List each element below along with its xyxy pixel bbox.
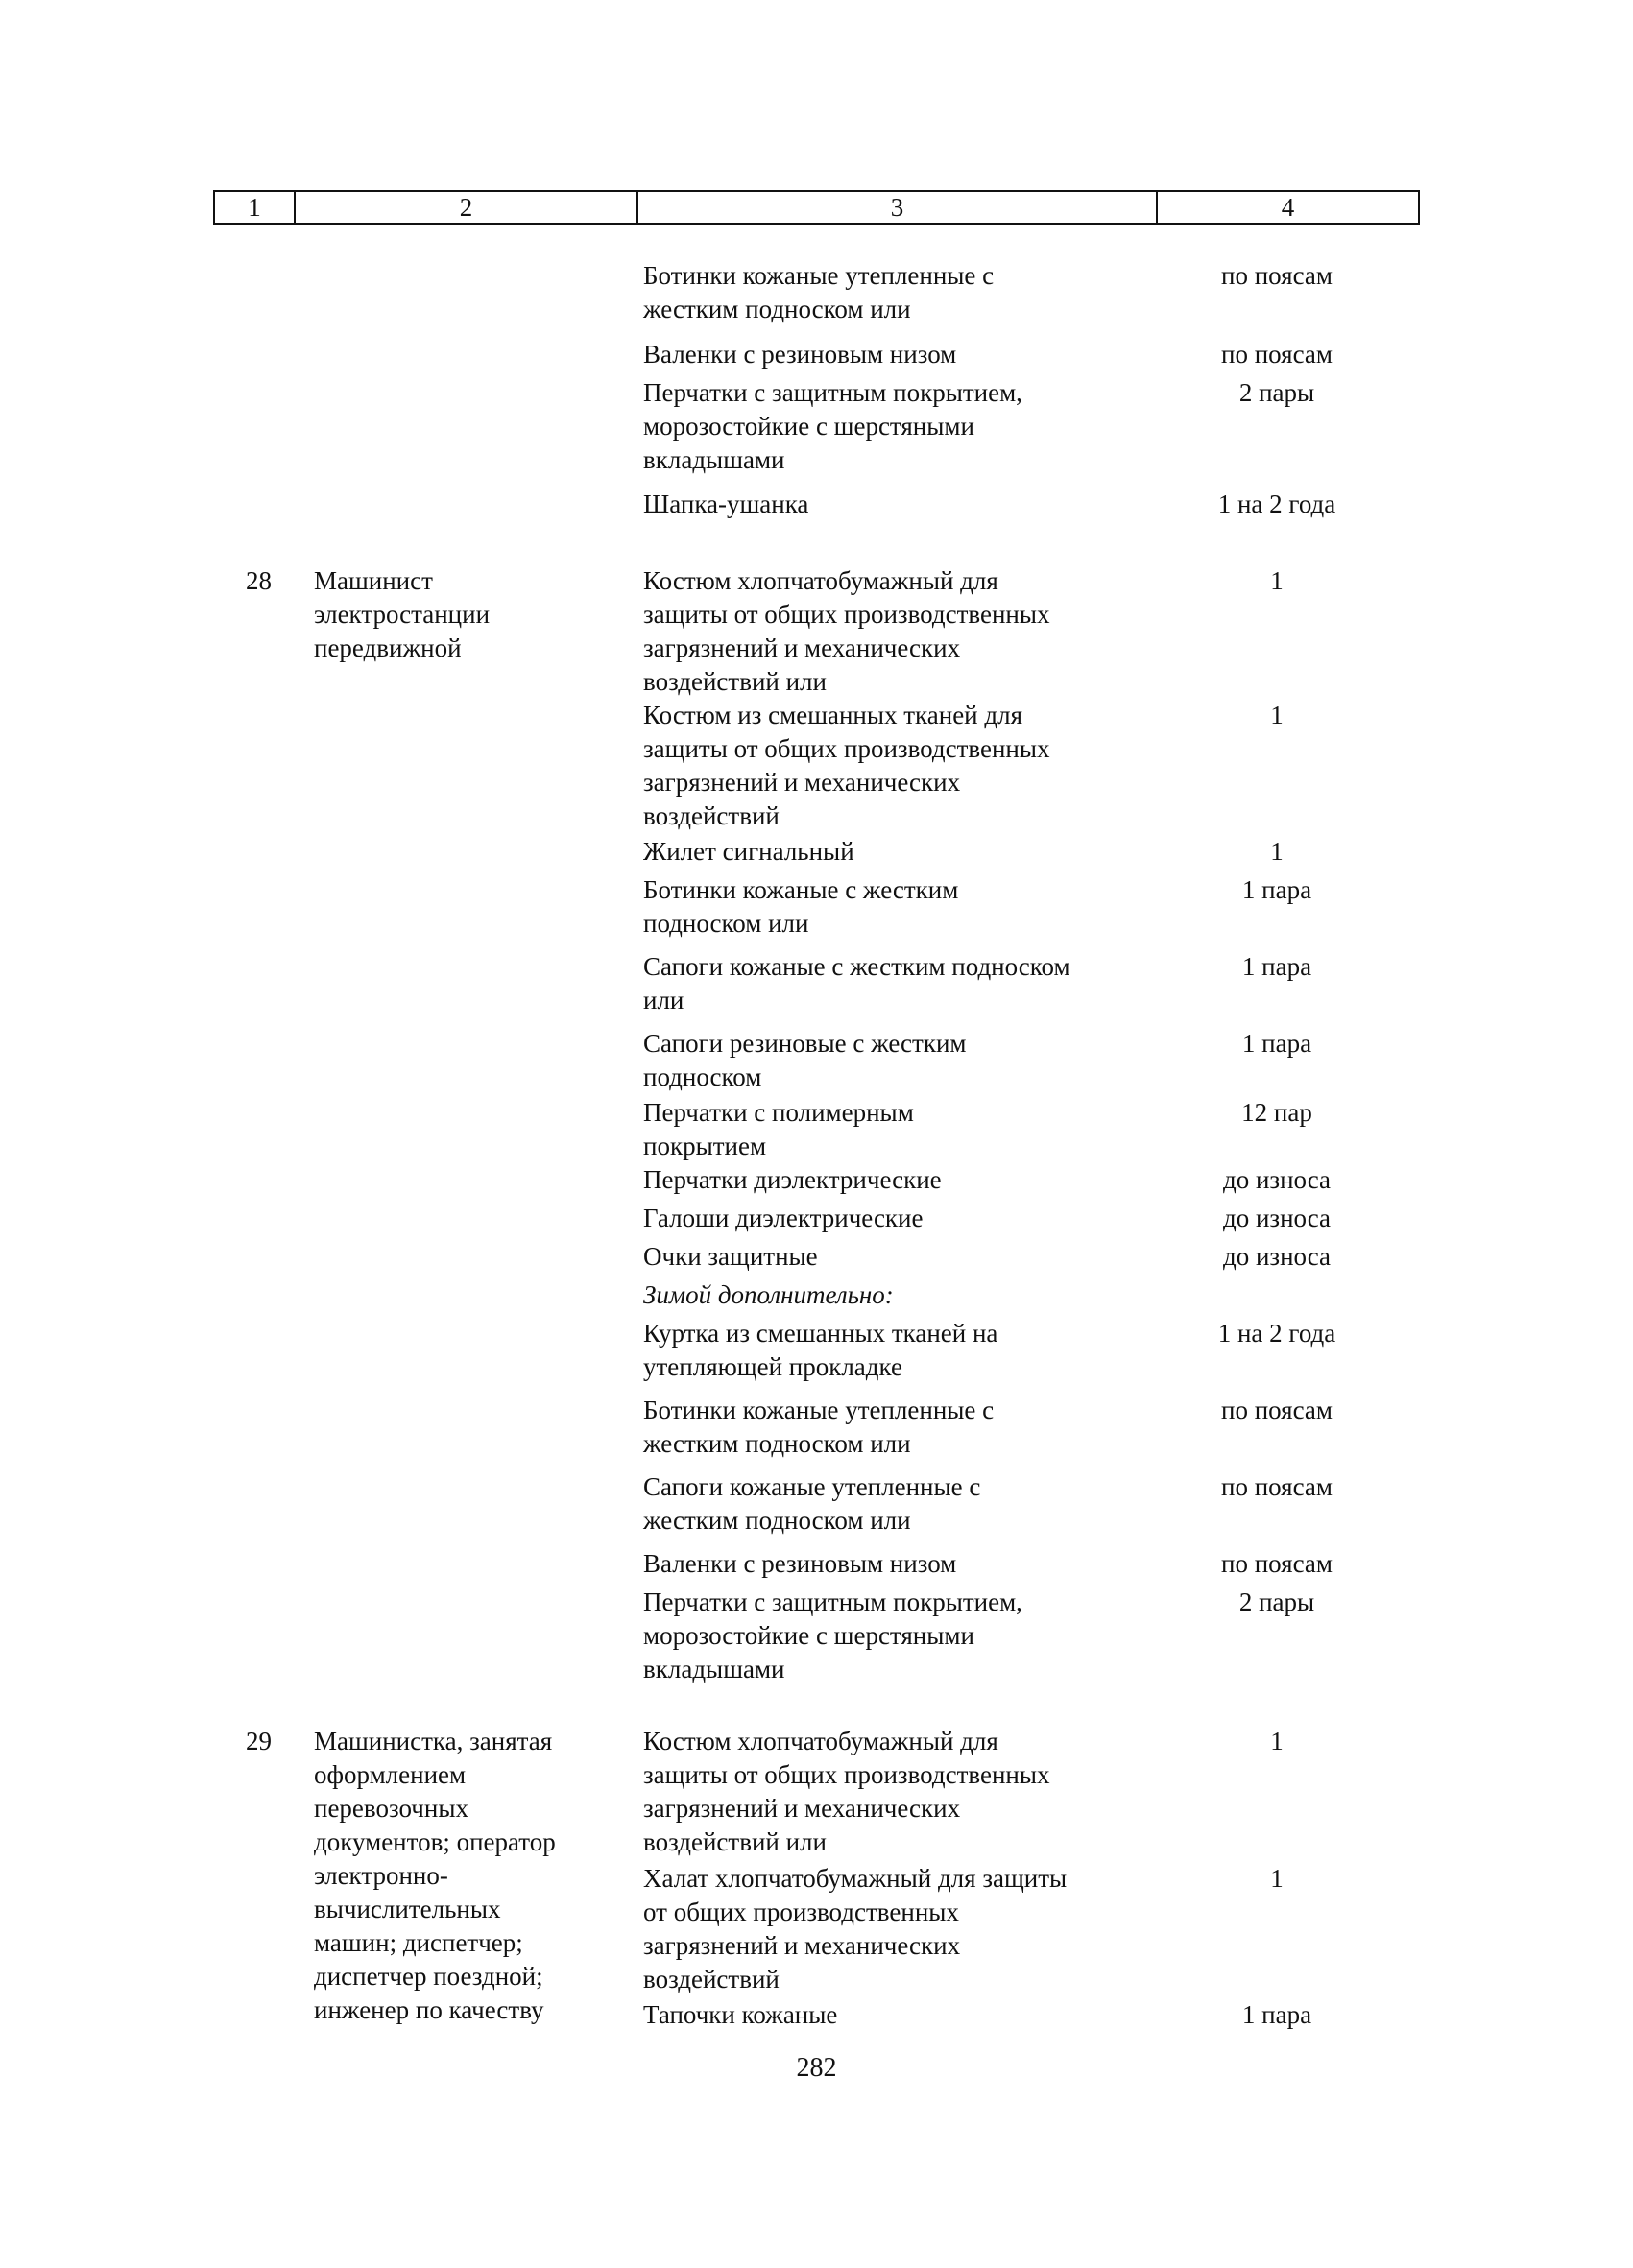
cell-c4-row-21: 1 (1270, 1864, 1284, 1893)
cell-c4-row-3: 1 на 2 года (1217, 489, 1336, 518)
cell-c4-row-0: по поясам (1221, 261, 1333, 290)
cell-c3-row-3: Шапка-ушанка (643, 489, 809, 518)
cell-c4-row-14 (1181, 1278, 1373, 1312)
cell-c4-row-10: 12 пар (1241, 1098, 1312, 1127)
page-number: 282 (796, 2053, 837, 2083)
cell-c3-row-13: Очки защитные (643, 1242, 818, 1271)
cell-c4-row-9: 1 пара (1241, 1029, 1312, 1058)
cell-c4-row-7: 1 пара (1241, 875, 1312, 904)
cell-c3-row-2: Перчатки с защитным покрытием, морозостойкие с шерстяными вкладышами (643, 378, 1022, 474)
cell-c4-row-22: 1 пара (1241, 2000, 1312, 2029)
cell-c4-row-19: 2 пары (1238, 1588, 1315, 1616)
cell-c3-row-4: Костюм хлопчатобумажный для защиты от общих производственных загрязнений и механических воздействий или (643, 566, 1050, 696)
cell-c2-row-20: Машинистка, занятая оформлением перевозочных документов; оператор электронно- вычислительных машин; диспетчер; диспетчер поездной; инженер по качеству (314, 1727, 556, 2024)
table-header (213, 190, 1420, 225)
cell-c3-row-7: Ботинки кожаные с жестким подноском или (643, 875, 959, 938)
cell-c4-row-6: 1 (1270, 837, 1284, 866)
cell-c3-row-12: Галоши диэлектрические (643, 1204, 924, 1232)
cell-c3-row-10: Перчатки с полимерным покрытием (643, 1098, 914, 1160)
cell-c1-row-4: 28 (246, 566, 272, 595)
cell-c4-row-13: до износа (1222, 1242, 1332, 1271)
cell-c3-row-5: Костюм из смешанных тканей для защиты от общих производственных загрязнений и механических воздействий (643, 701, 1050, 830)
cell-c3-row-19: Перчатки с защитным покрытием, морозостойкие с шерстяными вкладышами (643, 1588, 1022, 1683)
cell-c3-row-16: Ботинки кожаные утепленные с жестким подноском или (643, 1396, 995, 1458)
cell-c3-row-17: Сапоги кожаные утепленные с жестким подноском или (643, 1472, 981, 1535)
cell-c4-row-1: по поясам (1221, 340, 1333, 369)
cell-c3-row-21: Халат хлопчатобумажный для защиты от общих производственных загрязнений и механических воздействий (643, 1864, 1068, 1993)
cell-c1-row-20: 29 (246, 1727, 272, 1755)
cell-c3-row-20: Костюм хлопчатобумажный для защиты от общих производственных загрязнений и механических воздействий или (643, 1727, 1050, 1856)
cell-c3-row-8: Сапоги кожаные с жестким подноском или (643, 952, 1070, 1015)
cell-c3-row-22: Тапочки кожаные (643, 2000, 838, 2029)
cell-c3-row-11: Перчатки диэлектрические (643, 1165, 942, 1194)
header-col-1: 1 (215, 192, 296, 223)
cell-c3-row-1: Валенки с резиновым низом (643, 340, 957, 369)
cell-c4-row-18: по поясам (1221, 1549, 1333, 1578)
cell-c4-row-4: 1 (1270, 566, 1284, 595)
cell-c3-row-6: Жилет сигнальный (643, 837, 854, 866)
cell-c4-row-2: 2 пары (1238, 378, 1315, 407)
cell-c4-row-12: до износа (1222, 1204, 1332, 1232)
cell-c4-row-5: 1 (1270, 701, 1284, 729)
cell-c4-row-17: по поясам (1221, 1472, 1333, 1501)
cell-c3-row-9: Сапоги резиновые с жестким подноском (643, 1029, 967, 1091)
cell-c4-row-8: 1 пара (1241, 952, 1312, 981)
cell-c3-row-0: Ботинки кожаные утепленные с жестким подноском или (643, 261, 995, 323)
header-col-3: 3 (638, 192, 1158, 223)
cell-c4-row-11: до износа (1222, 1165, 1332, 1194)
cell-c2-row-4: Машинист электростанции передвижной (314, 566, 491, 662)
header-col-4: 4 (1281, 193, 1295, 222)
cell-c4-row-15: 1 на 2 года (1217, 1319, 1336, 1348)
cell-c4-row-16: по поясам (1221, 1396, 1333, 1424)
cell-c3-row-18: Валенки с резиновым низом (643, 1549, 957, 1578)
cell-c3-row-15: Куртка из смешанных тканей на утепляющей прокладке (643, 1319, 998, 1381)
cell-c3-row-14: Зимой дополнительно: (643, 1280, 894, 1309)
cell-c4-row-20: 1 (1270, 1727, 1284, 1755)
header-col-2: 2 (296, 192, 638, 223)
